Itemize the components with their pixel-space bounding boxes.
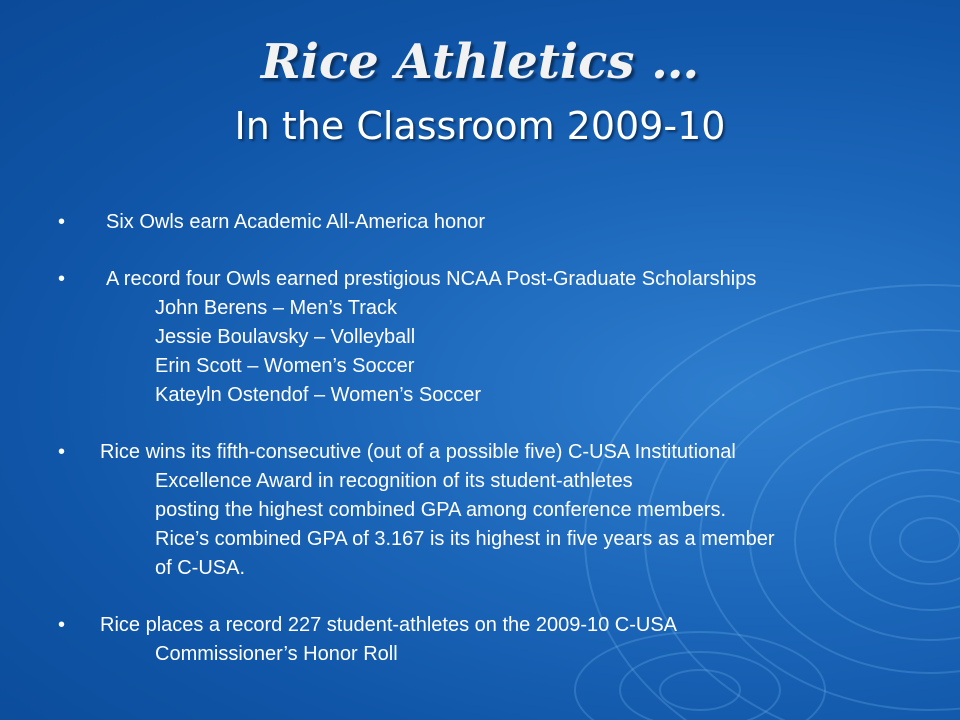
sub-line: Rice’s combined GPA of 3.167 is its highest in five years as a member	[155, 528, 775, 550]
sub-line: posting the highest combined GPA among conference members.	[155, 499, 727, 521]
bullet-icon: •	[58, 441, 66, 463]
bullet-text: Rice wins its fifth-consecutive (out of a possible five) C-USA Institutional	[100, 441, 736, 463]
bullet-text: A record four Owls earned prestigious NCAA Post-Graduate Scholarships	[106, 268, 757, 290]
sub-line: Jessie Boulavsky – Volleyball	[155, 326, 416, 348]
bullet-icon: •	[58, 268, 66, 290]
bullet-icon: •	[58, 614, 66, 636]
sub-line: Excellence Award in recognition of its student-athletes	[155, 470, 633, 492]
bullet-text: Six Owls earn Academic All-America honor	[106, 211, 486, 233]
sub-line: Commissioner’s Honor Roll	[155, 643, 398, 665]
sub-line: John Berens – Men’s Track	[155, 297, 397, 319]
sub-line: Kateyln Ostendof – Women’s Soccer	[155, 384, 482, 406]
bullet-text: Rice places a record 227 student-athletes on the 2009-10 C-USA	[100, 614, 678, 636]
bullet-icon: •	[58, 211, 66, 233]
sub-line: Erin Scott – Women’s Soccer	[155, 355, 415, 377]
sub-line: of C-USA.	[155, 557, 246, 579]
slide-subtitle: In the Classroom 2009-10	[234, 104, 726, 148]
slide-title: Rice Athletics …	[260, 34, 700, 90]
